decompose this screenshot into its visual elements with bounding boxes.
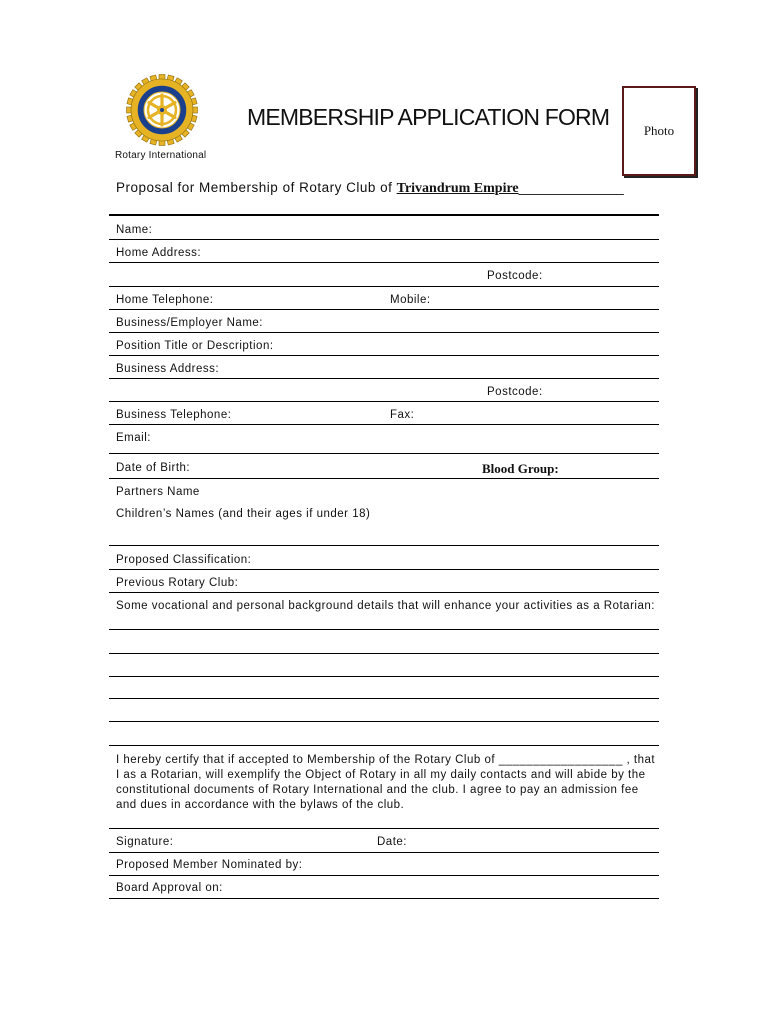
rule (109, 332, 659, 333)
rule (109, 745, 659, 746)
home-postcode-label: Postcode: (487, 270, 543, 282)
business-postcode-label: Postcode: (487, 386, 543, 398)
board-approval-label: Board Approval on: (116, 882, 223, 894)
certification-statement: I hereby certify that if accepted to Membership of the Rotary Club of __________________ , that I as a Rotarian, will exemplify the Object of Rotary in all my daily contacts and will abide by the constitutional documents of Rotary International and the club. I agree to pay an admission fee and dues in accordance with the bylaws of the club. (116, 754, 656, 811)
rule (109, 286, 659, 287)
rule (109, 239, 659, 240)
rule (109, 262, 659, 263)
rule (109, 478, 659, 479)
signature-label: Signature: (116, 836, 174, 848)
childrens-names-label: Children’s Names (and their ages if under 18) (116, 508, 371, 520)
rule (109, 653, 659, 654)
position-title-label: Position Title or Description: (116, 340, 274, 352)
rotary-wheel-logo-icon (126, 74, 198, 146)
business-telephone-label: Business Telephone: (116, 409, 232, 421)
rule (109, 852, 659, 853)
rule (109, 378, 659, 379)
rule (109, 424, 659, 425)
date-of-birth-label: Date of Birth: (116, 462, 191, 474)
business-address-label: Business Address: (116, 363, 220, 375)
rule (109, 569, 659, 570)
form-title: MEMBERSHIP APPLICATION FORM (247, 104, 610, 130)
partners-name-label: Partners Name (116, 486, 200, 498)
rule-top (109, 214, 659, 216)
photo-box[interactable] (622, 86, 696, 176)
rule (109, 545, 659, 546)
background-details-label: Some vocational and personal background details that will enhance your activities as a Rotarian: (116, 600, 655, 612)
rule (109, 721, 659, 722)
rule (109, 698, 659, 699)
home-telephone-label: Home Telephone: (116, 294, 214, 306)
rule (109, 828, 659, 829)
rule (109, 453, 659, 454)
nominated-by-label: Proposed Member Nominated by: (116, 859, 303, 871)
proposal-line (116, 180, 624, 197)
rule (109, 355, 659, 356)
email-label: Email: (116, 432, 151, 444)
club-name: Trivandrum Empire (396, 181, 519, 196)
rule (109, 898, 659, 899)
rule (109, 875, 659, 876)
photo-label: Photo (643, 123, 675, 138)
date-label: Date: (377, 836, 407, 848)
mobile-label: Mobile: (390, 294, 431, 306)
rule (109, 676, 659, 677)
employer-name-label: Business/Employer Name: (116, 317, 263, 329)
name-field-label: Name: (116, 224, 153, 236)
rule (109, 592, 659, 593)
club-name-trailing-blank: ______________ (518, 180, 624, 195)
proposed-classification-label: Proposed Classification: (116, 554, 252, 566)
previous-rotary-club-label: Previous Rotary Club: (116, 577, 239, 589)
rule (109, 309, 659, 310)
proposal-prefix: Proposal for Membership of Rotary Club of (116, 180, 393, 195)
rule (109, 629, 659, 630)
logo-caption: Rotary International (115, 150, 207, 161)
rule (109, 401, 659, 402)
fax-label: Fax: (390, 409, 415, 421)
blood-group-label: Blood Group: (482, 461, 559, 476)
home-address-label: Home Address: (116, 247, 202, 259)
